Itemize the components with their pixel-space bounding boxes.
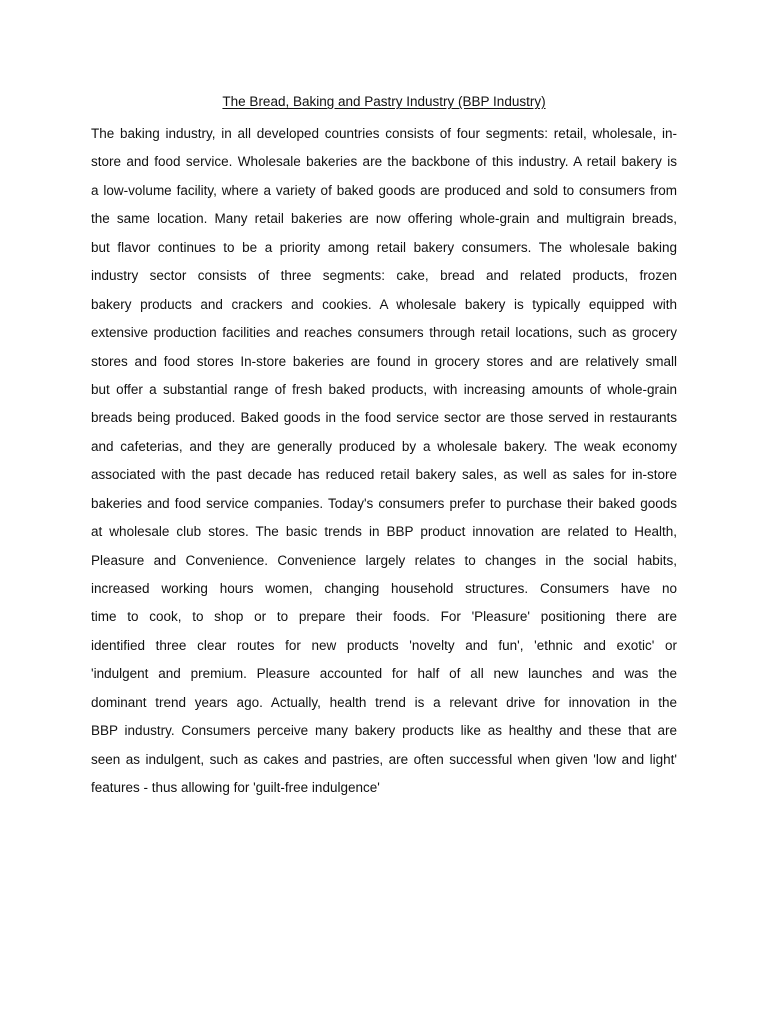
paragraph-line: bakeries and food service companies. Today's consumers prefer to purchase their baked goods — [91, 495, 677, 511]
paragraph-line: industry sector consists of three segments: cake, bread and related products, frozen — [91, 268, 677, 284]
paragraph-line: breads being produced. Baked goods in the food service sector are those served in restaurants — [91, 410, 677, 426]
paragraph-line: features - thus allowing for 'guilt-free indulgence' — [91, 780, 380, 796]
paragraph-line: time to cook, to shop or to prepare their foods. For 'Pleasure' positioning there are — [91, 609, 677, 625]
paragraph-line: dominant trend years ago. Actually, health trend is a relevant drive for innovation in the — [91, 694, 677, 710]
paragraph-line: BBP industry. Consumers perceive many bakery products like as healthy and these that are — [91, 723, 677, 739]
paragraph-line: increased working hours women, changing household structures. Consumers have no — [91, 581, 677, 596]
paragraph-line: at wholesale club stores. The basic trends in BBP product innovation are related to Health, — [91, 524, 677, 540]
page-title: The Bread, Baking and Pastry Industry (BBP Industry) — [222, 94, 546, 109]
paragraph-line: stores and food stores In-store bakeries are found in grocery stores and are relatively small — [91, 353, 677, 369]
paragraph-line: but flavor continues to be a priority among retail bakery consumers. The wholesale baking — [91, 239, 677, 255]
paragraph-line: bakery products and crackers and cookies. A wholesale bakery is typically equipped with — [91, 296, 677, 312]
paragraph-line: The baking industry, in all developed countries consists of four segments: retail, wholesale, in- — [91, 126, 677, 141]
paragraph-line: 'indulgent and premium. Pleasure accounted for half of all new launches and was the — [91, 666, 677, 682]
paragraph-line: extensive production facilities and reaches consumers through retail locations, such as grocery — [91, 325, 677, 341]
paragraph-line: but offer a substantial range of fresh baked products, with increasing amounts of whole-grain — [91, 381, 677, 397]
paragraph-line: a low-volume facility, where a variety of baked goods are produced and sold to consumers from — [91, 182, 677, 198]
body-paragraph — [91, 120, 677, 803]
paragraph-line: identified three clear routes for new products 'novelty and fun', 'ethnic and exotic' or — [91, 637, 677, 653]
paragraph-line: Pleasure and Convenience. Convenience largely relates to changes in the social habits, — [91, 552, 677, 568]
paragraph-line: the same location. Many retail bakeries are now offering whole-grain and multigrain breads, — [91, 211, 677, 227]
paragraph-line: store and food service. Wholesale bakeries are the backbone of this industry. A retail bakery is — [91, 154, 677, 170]
paragraph-line: seen as indulgent, such as cakes and pastries, are often successful when given 'low and light' — [91, 751, 677, 767]
paragraph-line: and cafeterias, and they are generally produced by a wholesale bakery. The weak economy — [91, 438, 677, 454]
paragraph-line: associated with the past decade has reduced retail bakery sales, as well as sales for in-store — [91, 467, 677, 483]
